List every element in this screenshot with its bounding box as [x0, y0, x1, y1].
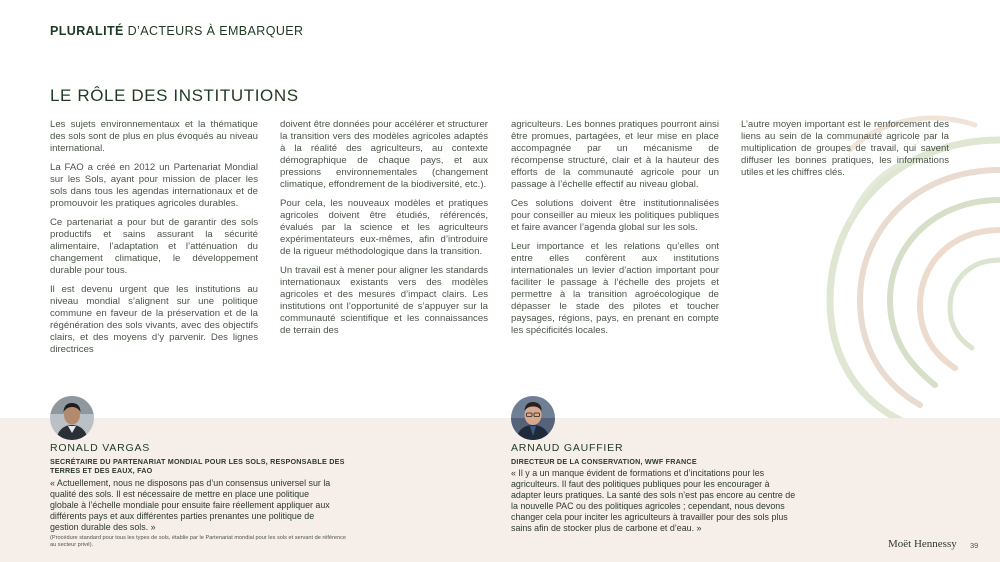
body-column-2	[280, 119, 488, 344]
body-column-3	[511, 119, 719, 344]
body-column-4	[741, 119, 949, 186]
section-header	[50, 24, 303, 38]
paragraph: agriculteurs. Les bonnes pratiques pourront ainsi être promues, partagées, et leur mise en place accompagnée par un mécanisme de récompense structuré, clair et à la hauteur des efforts de la communauté agricole pour un passage à l’échelle effectif au niveau global.	[511, 119, 719, 190]
avatar-arnaud-gauffier	[511, 396, 555, 440]
paragraph: Pour cela, les nouveaux modèles et pratiques agricoles doivent être étudiés, référencés, évalués par la science et les agriculteurs expérimentateurs eux-mêmes, afin d’introduire de la rigueur méthodologique dans la transition.	[280, 198, 488, 257]
paragraph: Leur importance et les relations qu’elles ont entre elles confèrent aux institutions internationales un levier d’action important pour faciliter le passage à l’échelle des projets et permettre à la transition agroécologique de dépasser le stade des pilotes et toucher paysages, régions, pays, en prenant en compte les spécificités locales.	[511, 241, 719, 336]
paragraph: Les sujets environnementaux et la thématique des sols sont de plus en plus évoqués au niveau international.	[50, 119, 258, 154]
quote-1-role: SECRÉTAIRE DU PARTENARIAT MONDIAL POUR LES SOLS, RESPONSABLE DES TERRES ET DES EAUX, FAO	[50, 457, 345, 475]
page-number: 39	[970, 541, 979, 550]
brand-logo: Moët Hennessy	[888, 538, 957, 550]
body-column-1	[50, 119, 258, 363]
paragraph: Un travail est à mener pour aligner les standards internationaux existants vers des modèles agricoles et des mesures d’impact clairs. Les institutions ont l’opportunité de s’appuyer sur la communauté scientifique et les connaissances de terrain des	[280, 265, 488, 336]
section-header-strong: PLURALITÉ	[50, 24, 124, 38]
quote-1-text: « Actuellement, nous ne disposons pas d’un consensus universel sur la qualité des sols. Il est nécessaire de mettre en place une politique globale à l’échelle mondiale pour ensuite faire réellement appliquer aux différents pays et aux différentes parties prenantes une politique de gestion durable des sols. »	[50, 478, 331, 532]
quote-2-role: DIRECTEUR DE LA CONSERVATION, WWF FRANCE	[511, 457, 697, 466]
paragraph: Ces solutions doivent être institutionnalisées pour conseiller au mieux les politiques publiques et faire avancer l’agenda global sur les sols.	[511, 198, 719, 233]
avatar-ronald-vargas	[50, 396, 94, 440]
quote-1-name: RONALD VARGAS	[50, 442, 151, 454]
footnote: (Procédure standard pour tous les types de sols, établie par le Partenariat mondial pour les sols et servant de référence au secteur privé).	[50, 535, 347, 548]
quote-2-text: « Il y a un manque évident de formations et d’incitations pour les agriculteurs. Il faut des politiques publiques pour les encourager à adapter leurs pratiques. La santé des sols n’est pas encore au centre de la nouvelle PAC ou des politiques agricoles ; cependant, nous devons changer cela pour inciter les agriculteurs à travailler pour des sols plus sains afin de stocker plus de carbone et d’eau. »	[511, 468, 796, 533]
page-title: LE RÔLE DES INSTITUTIONS	[50, 86, 299, 105]
section-header-rest: D’ACTEURS À EMBARQUER	[123, 24, 304, 38]
quote-2-name: ARNAUD GAUFFIER	[511, 442, 624, 454]
paragraph: Ce partenariat a pour but de garantir des sols productifs et sains assurant la sécurité alimentaire, l’adaptation et l’atténuation du changement climatique, le développement durable pour tous.	[50, 217, 258, 276]
paragraph: La FAO a créé en 2012 un Partenariat Mondial sur les Sols, ayant pour mission de placer les sols dans tous les agendas internationaux et de promouvoir les pratiques agricoles durables.	[50, 162, 258, 209]
paragraph: Il est devenu urgent que les institutions au niveau mondial s’alignent sur une politique commune en faveur de la préservation et de la régénération des sols vivants, avec des objectifs clairs, et des moyens d’y parvenir. Des lignes directrices	[50, 284, 258, 355]
paragraph: doivent être données pour accélérer et structurer la transition vers des modèles agricoles adaptés à la réalité des agriculteurs, au contexte démographique de chaque pays, et aux pressions environnementales (changement climatique, effondrement de la biodiversité, etc.).	[280, 119, 488, 190]
paragraph: L’autre moyen important est le renforcement des liens au sein de la communauté agricole par la multiplication de groupes de travail, qui savent diffuser les bonnes pratiques, les informations utiles et les chiffres clés.	[741, 119, 949, 178]
